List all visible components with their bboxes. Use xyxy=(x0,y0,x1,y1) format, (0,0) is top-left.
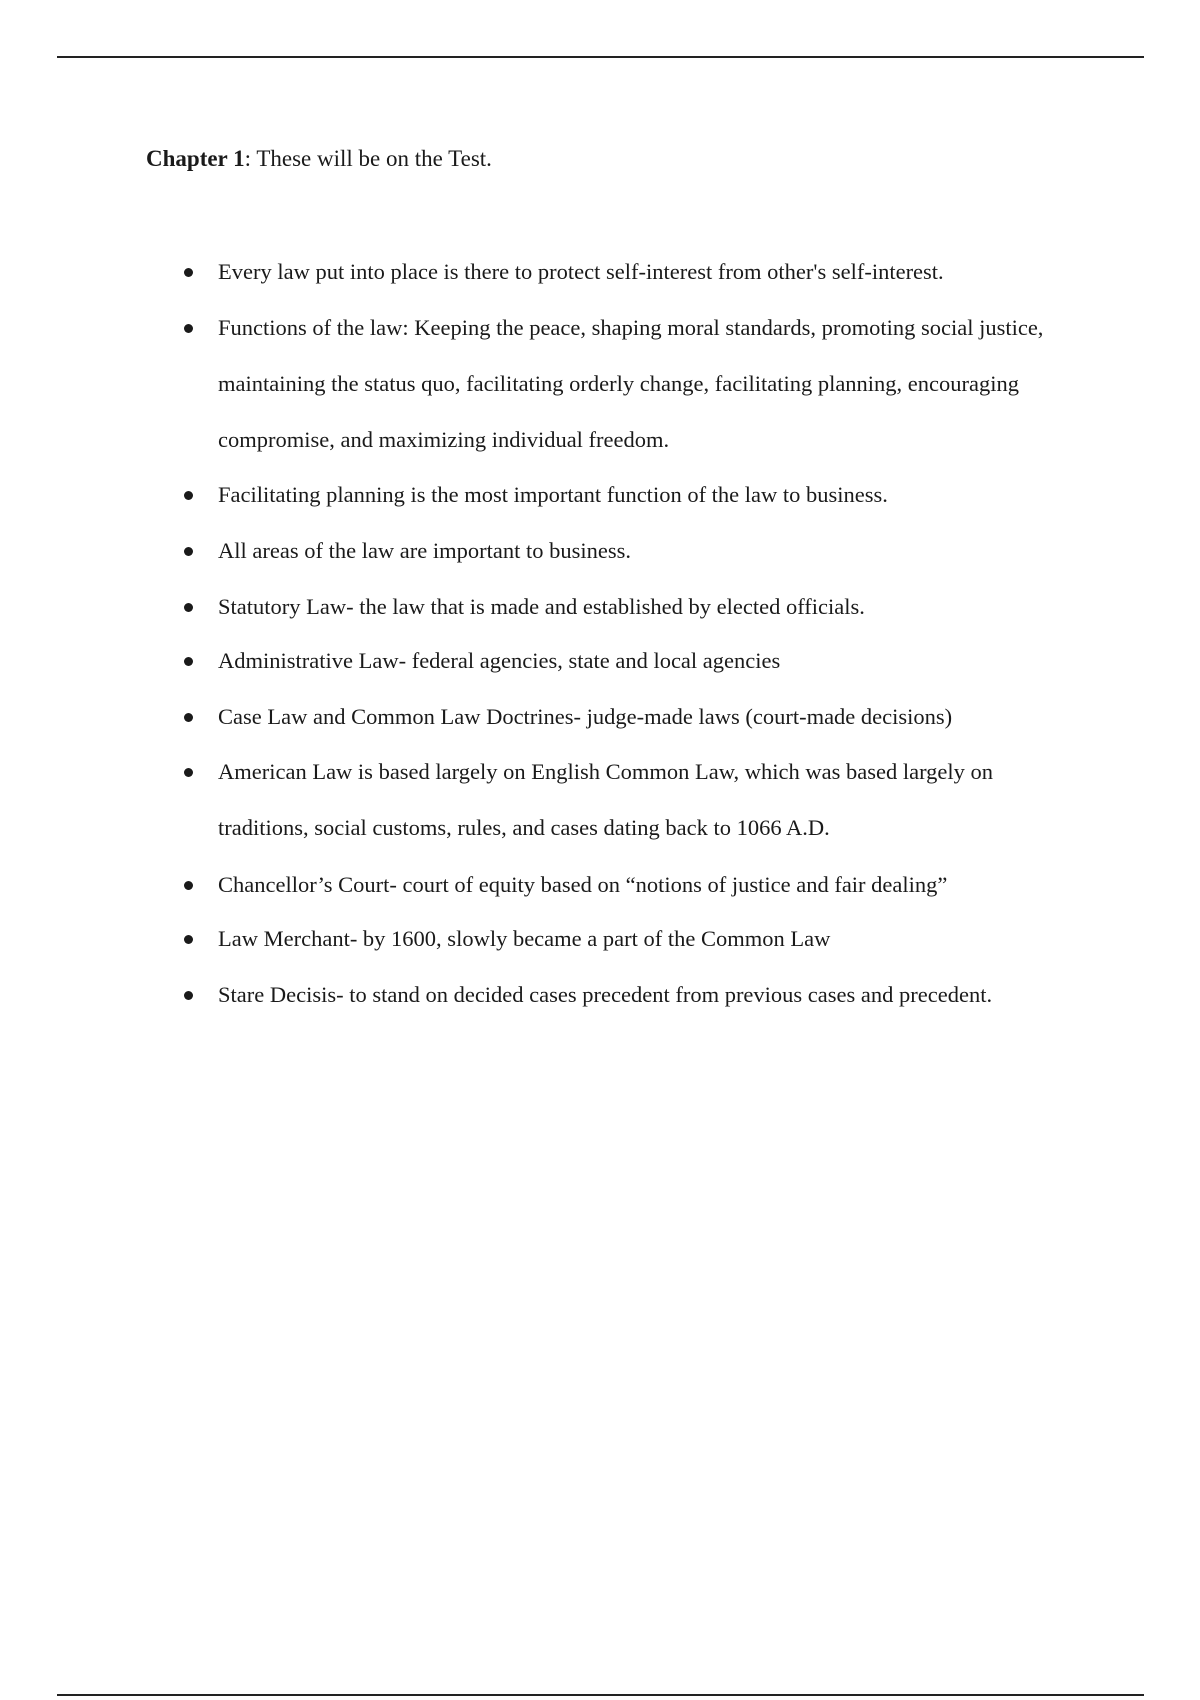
list-item-text: All areas of the law are important to business. xyxy=(218,538,632,563)
list-item-text: American Law is based largely on English Common Law, which was based largely on traditions, social customs, rules, and cases dating back to 1066 A.D. xyxy=(218,759,994,840)
list-item-text: Case Law and Common Law Doctrines- judge-made laws (court-made decisions) xyxy=(218,704,953,729)
list-item-text: Chancellor’s Court- court of equity based on “notions of justice and fair dealing” xyxy=(218,872,948,897)
top-rule xyxy=(57,56,1144,58)
list-item-text: Stare Decisis- to stand on decided cases precedent from previous cases and precedent. xyxy=(218,982,993,1007)
list-item-text: Statutory Law- the law that is made and established by elected officials. xyxy=(218,594,865,619)
chapter-heading xyxy=(146,142,492,176)
bullet-icon xyxy=(184,603,193,612)
bullet-icon xyxy=(184,491,193,500)
bullet-icon xyxy=(184,713,193,722)
bullet-icon xyxy=(184,881,193,890)
chapter-label: Chapter 1 xyxy=(146,146,245,171)
bullet-icon xyxy=(184,991,193,1000)
bullet-icon xyxy=(184,324,193,333)
list-item-text: Functions of the law: Keeping the peace, shaping moral standards, promoting social justice, maintaining the status quo, facilitating orderly change, facilitating planning, encouraging compromise, and maximizing individual freedom. xyxy=(218,315,1044,452)
bottom-rule xyxy=(57,1694,1144,1696)
chapter-subtitle: : These will be on the Test. xyxy=(244,146,492,171)
list-item-text: Law Merchant- by 1600, slowly became a part of the Common Law xyxy=(218,926,831,951)
bullet-icon xyxy=(184,657,193,666)
bullet-icon xyxy=(184,768,193,777)
bullet-icon xyxy=(184,547,193,556)
bullet-icon xyxy=(184,268,193,277)
list-item-text: Administrative Law- federal agencies, state and local agencies xyxy=(218,648,781,673)
list-item-text: Every law put into place is there to protect self-interest from other's self-interest. xyxy=(218,259,944,284)
list-item-text: Facilitating planning is the most important function of the law to business. xyxy=(218,482,888,507)
bullet-icon xyxy=(184,935,193,944)
